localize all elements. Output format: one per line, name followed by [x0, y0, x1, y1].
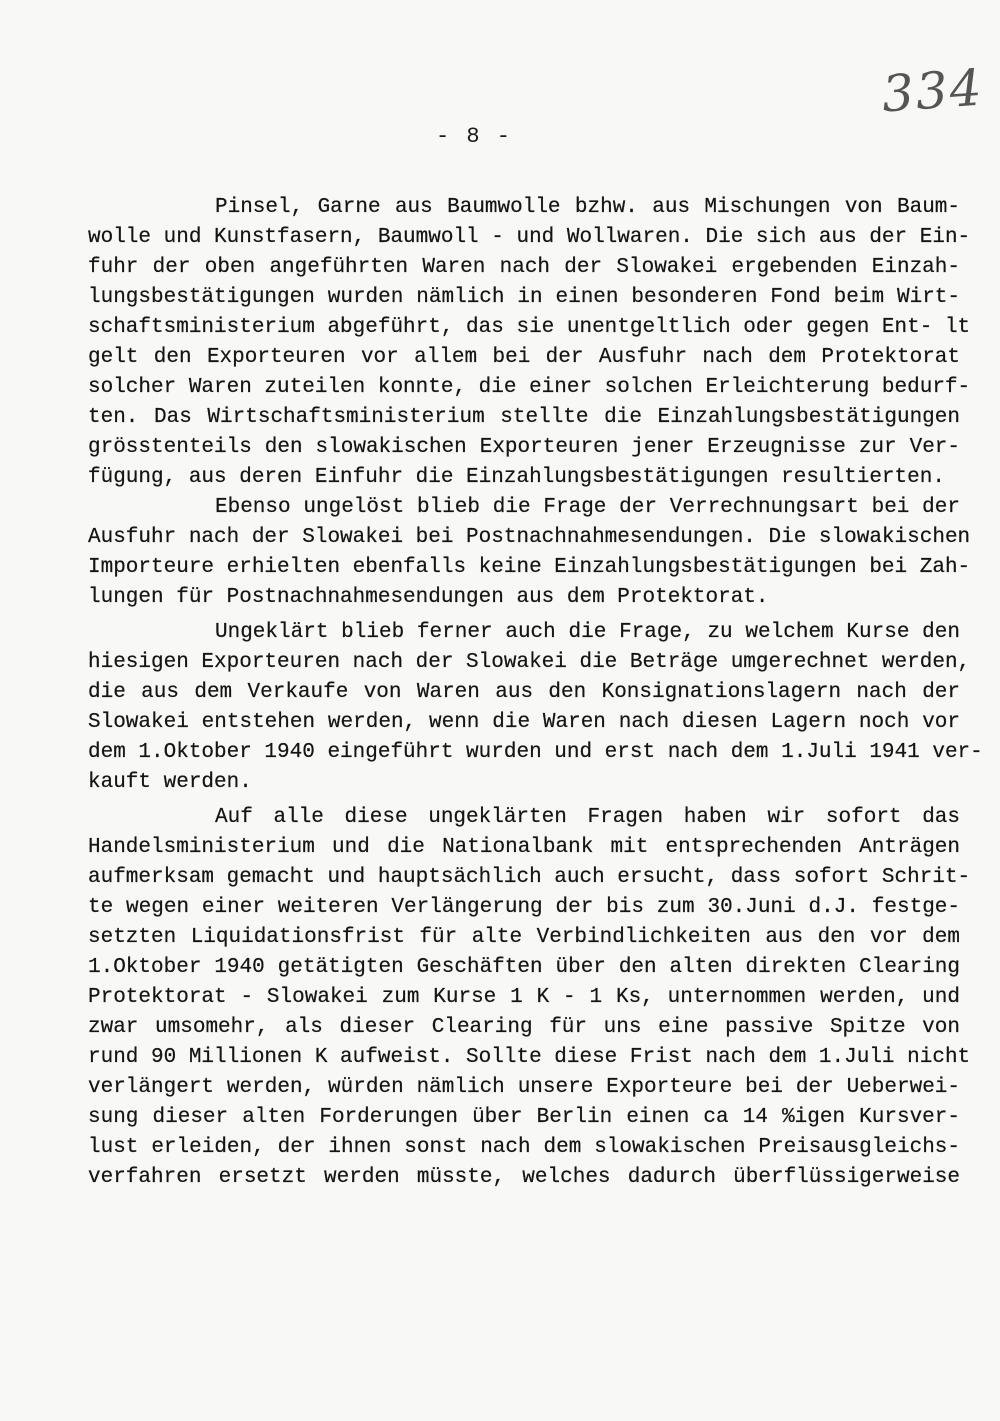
text-line: rund 90 Millionen K aufweist. Sollte diese Frist nach dem 1.Juli nicht — [88, 1046, 971, 1069]
text-line: hiesigen Exporteuren nach der Slowakei die Beträge umgerechnet werden, — [88, 651, 971, 674]
text-line: Auf alle diese ungeklärten Fragen haben wir sofort das — [215, 806, 960, 829]
text-line: Handelsministerium und die Nationalbank mit entsprechenden Anträgen — [88, 836, 960, 859]
text-line: die aus dem Verkaufe von Waren aus den Konsignationslagern nach der — [88, 681, 960, 704]
text-line: Ausfuhr nach der Slowakei bei Postnachnahmesendungen. Die slowakischen — [88, 526, 971, 549]
text-line: verfahren ersetzt werden müsste, welches dadurch überflüssigerweise — [88, 1166, 960, 1189]
text-line: zwar umsomehr, als dieser Clearing für uns eine passive Spitze von — [88, 1016, 960, 1039]
text-line: fügung, aus deren Einfuhr die Einzahlungsbestätigungen resultierten. — [88, 466, 945, 489]
text-line: lungen für Postnachnahmesendungen aus dem Protektorat. — [88, 586, 769, 609]
text-line: ten. Das Wirtschaftsministerium stellte die Einzahlungsbestätigungen — [88, 406, 960, 429]
text-line: verlängert werden, würden nämlich unsere Exporteure bei der Ueberwei- — [88, 1076, 960, 1099]
text-line: gelt den Exporteuren vor allem bei der Ausfuhr nach dem Protektorat — [88, 346, 960, 369]
text-line: 1.Oktober 1940 getätigten Geschäften über den alten direkten Clearing — [88, 956, 960, 979]
text-line: setzten Liquidationsfrist für alte Verbindlichkeiten aus den vor dem — [88, 926, 960, 949]
text-line: sung dieser alten Forderungen über Berlin einen ca 14 %igen Kursver- — [88, 1106, 960, 1129]
handwritten-folio-number: 334 — [880, 58, 986, 124]
text-line: aufmerksam gemacht und hauptsächlich auch ersucht, dass sofort Schrit- — [88, 866, 971, 889]
text-line: Protektorat - Slowakei zum Kurse 1 K - 1 Ks, unternommen werden, und — [88, 986, 960, 1009]
text-line: kauft werden. — [88, 771, 252, 794]
text-line: solcher Waren zuteilen konnte, die einer solchen Erleichterung bedurf- — [88, 376, 971, 399]
text-line: Ebenso ungelöst blieb die Frage der Verrechnungsart bei der — [215, 496, 960, 519]
text-line: te wegen einer weiteren Verlängerung der bis zum 30.Juni d.J. festge- — [88, 896, 960, 919]
text-line: fuhr der oben angeführten Waren nach der Slowakei ergebenden Einzah- — [88, 256, 960, 279]
text-line: grösstenteils den slowakischen Exporteuren jener Erzeugnisse zur Ver- — [88, 436, 960, 459]
text-line: Slowakei entstehen werden, wenn die Waren nach diesen Lagern noch vor — [88, 711, 960, 734]
page-number: - 8 - — [436, 124, 513, 149]
text-line: wolle und Kunstfasern, Baumwoll - und Wollwaren. Die sich aus der Ein- — [88, 226, 971, 249]
text-line: lust erleiden, der ihnen sonst nach dem slowakischen Preisausgleichs- — [88, 1136, 960, 1159]
text-line: Importeure erhielten ebenfalls keine Einzahlungsbestätigungen bei Zah- — [88, 556, 971, 579]
text-line: schaftsministerium abgeführt, das sie unentgeltlich oder gegen Ent- lt — [88, 316, 971, 339]
text-line: lungsbestätigungen wurden nämlich in einen besonderen Fond beim Wirt- — [88, 286, 960, 309]
text-line: dem 1.Oktober 1940 eingeführt wurden und erst nach dem 1.Juli 1941 ver- — [88, 741, 983, 764]
text-line: Ungeklärt blieb ferner auch die Frage, zu welchem Kurse den — [215, 621, 960, 644]
text-line: Pinsel, Garne aus Baumwolle bzhw. aus Mischungen von Baum- — [215, 196, 960, 219]
